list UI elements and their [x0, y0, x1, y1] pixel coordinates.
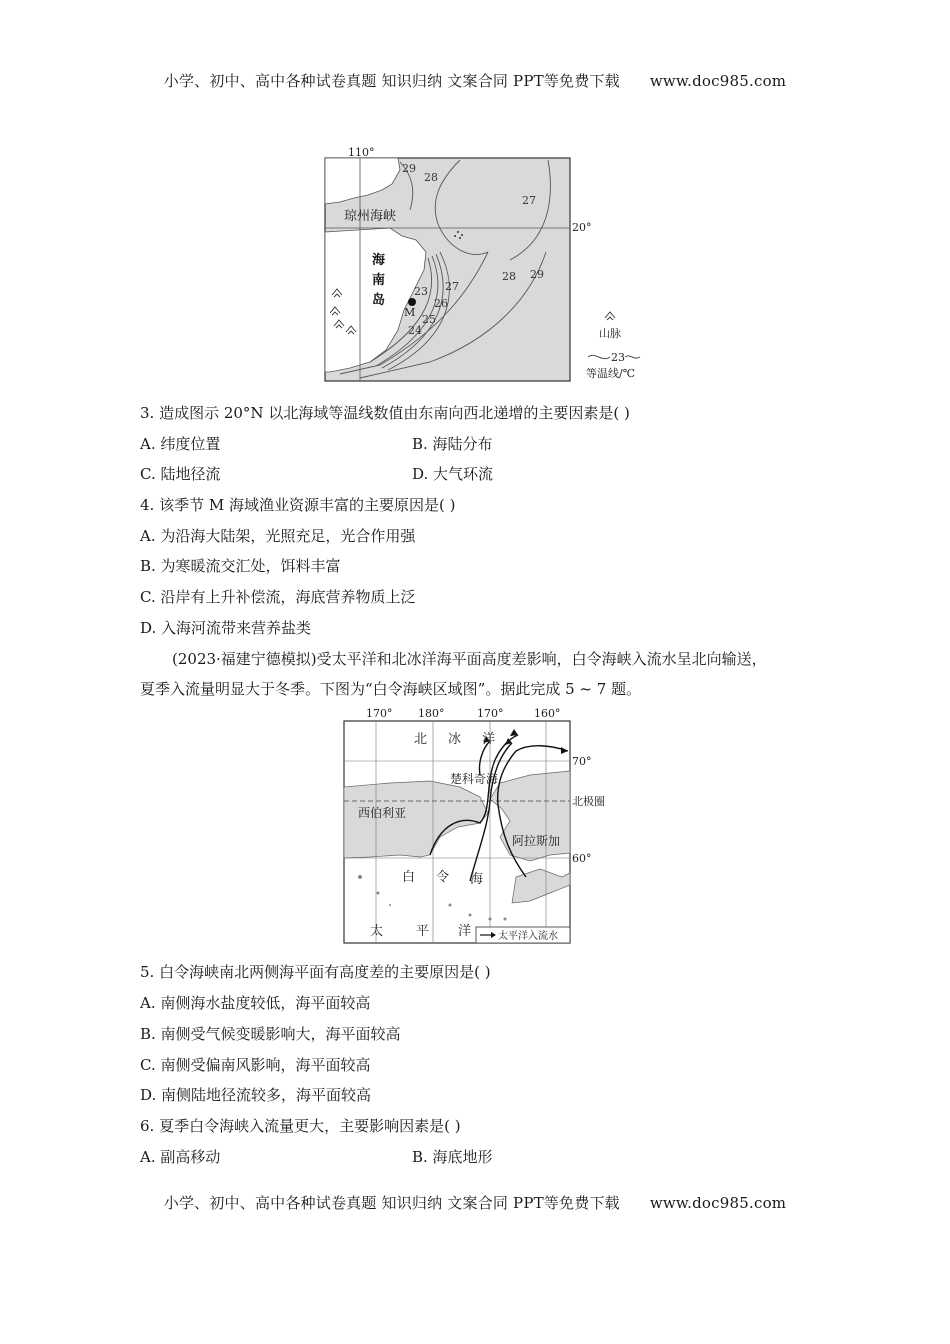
arctic-circle-label: 北极圈	[572, 795, 605, 808]
bering-sea-char: 海	[470, 872, 484, 887]
alaska-label: 阿拉斯加	[512, 834, 561, 848]
q3-option-b[interactable]: B. 海陆分布	[412, 435, 493, 453]
q6-option-a[interactable]: A. 副高移动	[140, 1148, 221, 1166]
lon-label: 170°	[477, 707, 504, 720]
q3-option-d[interactable]: D. 大气环流	[412, 465, 494, 483]
bering-strait-map	[330, 705, 620, 950]
q4-stem: 4. 该季节 M 海域渔业资源丰富的主要原因是( )	[140, 496, 456, 514]
q5-option-a[interactable]: A. 南侧海水盐度较低，海平面较高	[140, 994, 371, 1012]
q5-option-c[interactable]: C. 南侧受偏南风影响，海平面较高	[140, 1056, 371, 1074]
island-char-3: 岛	[372, 293, 386, 308]
q4-option-a[interactable]: A. 为沿海大陆架，光照充足，光合作用强	[140, 527, 416, 545]
arctic-ocean-char: 洋	[482, 732, 496, 747]
isotherm-label: 26	[434, 297, 448, 310]
lon-label: 160°	[534, 707, 561, 720]
q4-option-c[interactable]: C. 沿岸有上升补偿流，海底营养物质上泛	[140, 588, 416, 606]
arctic-ocean-char: 冰	[448, 732, 462, 747]
isotherm-label: 29	[530, 268, 544, 281]
bering-sea-char: 白	[402, 870, 416, 885]
footer-site: www.doc985.com	[649, 1194, 787, 1212]
legend-mountain-label: 山脉	[599, 327, 621, 340]
header-site: www.doc985.com	[649, 72, 787, 90]
lon-110-label: 110°	[348, 146, 375, 159]
isotherm-label: 23	[414, 285, 428, 298]
point-m-dot	[408, 298, 416, 306]
arctic-ocean-char: 北	[414, 732, 428, 747]
intro-line-1: (2023·福建宁德模拟)受太平洋和北冰洋海平面高度差影响，白令海峡入流水呈北向输送，	[172, 650, 767, 668]
hainan-isotherm-map	[320, 140, 650, 385]
intro-line-2: 夏季入流量明显大于冬季。下图为“白令海峡区域图”。据此完成 5 ~ 7 题。	[140, 680, 642, 698]
isotherm-label: 28	[502, 270, 516, 283]
lon-label: 170°	[366, 707, 393, 720]
pacific-ocean-char: 平	[416, 924, 430, 939]
lat-60-label: 60°	[572, 852, 592, 865]
point-m-label: M	[404, 306, 416, 319]
chukchi-sea-label: 楚科奇海	[450, 772, 499, 786]
header-text: 小学、初中、高中各种试卷真题 知识归纳 文案合同 PPT等免费下载	[163, 72, 620, 90]
q5-option-b[interactable]: B. 南侧受气候变暖影响大，海平面较高	[140, 1025, 401, 1043]
q5-option-d[interactable]: D. 南侧陆地径流较多，海平面较高	[140, 1086, 372, 1104]
q4-option-d[interactable]: D. 入海河流带来营养盐类	[140, 619, 312, 637]
q5-stem: 5. 白令海峡南北两侧海平面有高度差的主要原因是( )	[140, 963, 491, 981]
island-char-2: 南	[372, 273, 386, 288]
legend-isotherm-label: 等温线/℃	[586, 367, 636, 380]
siberia-label: 西伯利亚	[358, 806, 407, 820]
q4-option-b[interactable]: B. 为寒暖流交汇处，饵料丰富	[140, 557, 341, 575]
isotherm-label: 25	[422, 313, 436, 326]
island-char-1: 海	[372, 253, 386, 268]
q6-option-b[interactable]: B. 海底地形	[412, 1148, 493, 1166]
isotherm-label: 28	[424, 171, 438, 184]
q3-option-c[interactable]: C. 陆地径流	[140, 465, 221, 483]
lon-label: 180°	[418, 707, 445, 720]
q3-stem: 3. 造成图示 20°N 以北海域等温线数值由东南向西北递增的主要因素是( )	[140, 404, 630, 422]
lat-70-label: 70°	[572, 755, 592, 768]
lat-20-label: 20°	[572, 221, 592, 234]
pacific-ocean-char: 洋	[458, 924, 472, 939]
page-footer	[0, 1192, 950, 1213]
page-header	[0, 70, 950, 91]
isotherm-label: 27	[445, 280, 459, 293]
q6-stem: 6. 夏季白令海峡入流量更大，主要影响因素是( )	[140, 1117, 461, 1135]
pacific-ocean-char: 太	[370, 924, 384, 939]
isotherm-label: 29	[402, 162, 416, 175]
bering-sea-char: 令	[436, 870, 450, 885]
isotherm-label: 24	[408, 324, 422, 337]
q3-option-a[interactable]: A. 纬度位置	[140, 435, 221, 453]
footer-text: 小学、初中、高中各种试卷真题 知识归纳 文案合同 PPT等免费下载	[163, 1194, 620, 1212]
legend-isotherm-value: 23	[611, 351, 625, 364]
strait-label: 琼州海峡	[344, 209, 397, 224]
legend-inflow-label: 太平洋入流水	[498, 931, 558, 942]
isotherm-label: 27	[522, 194, 536, 207]
